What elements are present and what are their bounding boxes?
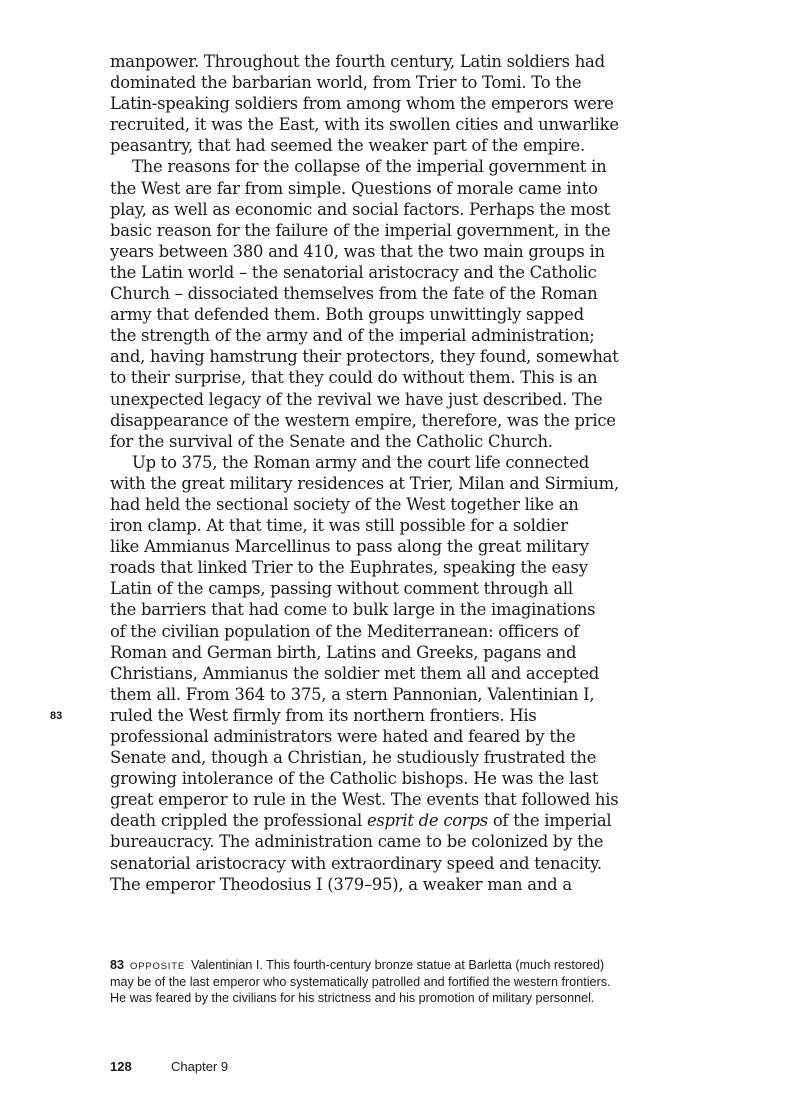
text-line: like Ammianus Marcellinus to pass along the great military xyxy=(110,537,589,557)
text-segment: death crippled the professional xyxy=(110,811,367,831)
caption-number: 83 xyxy=(110,958,125,972)
text-line: the strength of the army and of the imperial administration; xyxy=(110,326,595,346)
text-line: ruled the West firmly from its northern frontiers. His xyxy=(110,705,537,725)
text-line: years between 380 and 410, was that the two main groups in xyxy=(110,241,605,261)
paragraph xyxy=(110,51,640,156)
body-text xyxy=(110,51,640,895)
text-line: the West are far from simple. Questions of morale came into xyxy=(110,178,598,198)
text-line: with the great military residences at Trier, Milan and Sirmium, xyxy=(110,473,619,493)
text-line: the Latin world – the senatorial aristocracy and the Catholic xyxy=(110,262,597,282)
text-line: Senate and, though a Christian, he studiously frustrated the xyxy=(110,748,597,768)
text-line: manpower. Throughout the fourth century, Latin soldiers had xyxy=(110,52,605,71)
text-line: play, as well as economic and social factors. Perhaps the most xyxy=(110,199,610,219)
margin-figure-number: 83 xyxy=(50,710,63,722)
text-line: senatorial aristocracy with extraordinary speed and tenacity. xyxy=(110,853,602,873)
text-line: great emperor to rule in the West. The events that followed his xyxy=(110,790,619,810)
page-number: 128 xyxy=(110,1059,132,1074)
text-line: had held the sectional society of the West together like an xyxy=(110,494,579,514)
text-line: The emperor Theodosius I (379–95), a weaker man and a xyxy=(110,874,572,894)
text-line: for the survival of the Senate and the Catholic Church. xyxy=(110,431,553,451)
text-line: Church – dissociated themselves from the fate of the Roman xyxy=(110,284,598,304)
text-line: iron clamp. At that time, it was still possible for a soldier xyxy=(110,516,568,536)
text-line: bureaucracy. The administration came to be colonized by the xyxy=(110,832,604,852)
text-line: Latin-speaking soldiers from among whom the emperors were xyxy=(110,94,614,114)
text-line: Christians, Ammianus the soldier met them all and accepted xyxy=(110,663,600,683)
text-line: growing intolerance of the Catholic bishops. He was the last xyxy=(110,769,599,789)
text-line: unexpected legacy of the revival we have just described. The xyxy=(110,389,603,409)
text-line: roads that linked Trier to the Euphrates, speaking the easy xyxy=(110,558,588,578)
paragraph xyxy=(110,156,640,451)
page-footer xyxy=(110,1059,229,1074)
text-line: recruited, it was the East, with its swollen cities and unwarlike xyxy=(110,115,619,135)
text-line: to their surprise, that they could do without them. This is an xyxy=(110,368,598,388)
text-line: the barriers that had come to bulk large in the imaginations xyxy=(110,600,596,620)
caption-text: Valentinian I. This fourth-century bronze statue at Barletta (much restored) may be of the last emperor who systematically patrolled and fortified the western frontiers. He was feared by the civilians for his strictness and his promotion of military personnel. xyxy=(110,958,611,1005)
text-line: and, having hamstrung their protectors, they found, somewhat xyxy=(110,347,619,367)
text-line: peasantry, that had seemed the weaker part of the empire. xyxy=(110,136,585,156)
text-line xyxy=(110,810,640,831)
text-line: Up to 375, the Roman army and the court life connected xyxy=(132,452,589,472)
text-segment: of the imperial xyxy=(487,811,612,831)
caption-label: OPPOSITE xyxy=(130,961,185,972)
text-line: Roman and German birth, Latins and Greeks, pagans and xyxy=(110,642,577,662)
chapter-title: Chapter 9 xyxy=(171,1059,229,1074)
text-line: The reasons for the collapse of the imperial government in xyxy=(132,157,607,177)
text-line: Latin of the camps, passing without comment through all xyxy=(110,579,573,599)
text-line: professional administrators were hated and feared by the xyxy=(110,727,576,746)
figure-caption xyxy=(110,958,630,1006)
text-line: them all. From 364 to 375, a stern Pannonian, Valentinian I, xyxy=(110,684,595,704)
italic-phrase: esprit de corps xyxy=(366,811,488,831)
text-line: of the civilian population of the Mediterranean: officers of xyxy=(110,621,580,641)
text-line: basic reason for the failure of the imperial government, in the xyxy=(110,220,611,240)
text-line: dominated the barbarian world, from Trier to Tomi. To the xyxy=(110,73,582,93)
text-line: disappearance of the western empire, therefore, was the price xyxy=(110,410,616,430)
text-line: army that defended them. Both groups unwittingly sapped xyxy=(110,305,584,325)
paragraph xyxy=(110,452,640,895)
